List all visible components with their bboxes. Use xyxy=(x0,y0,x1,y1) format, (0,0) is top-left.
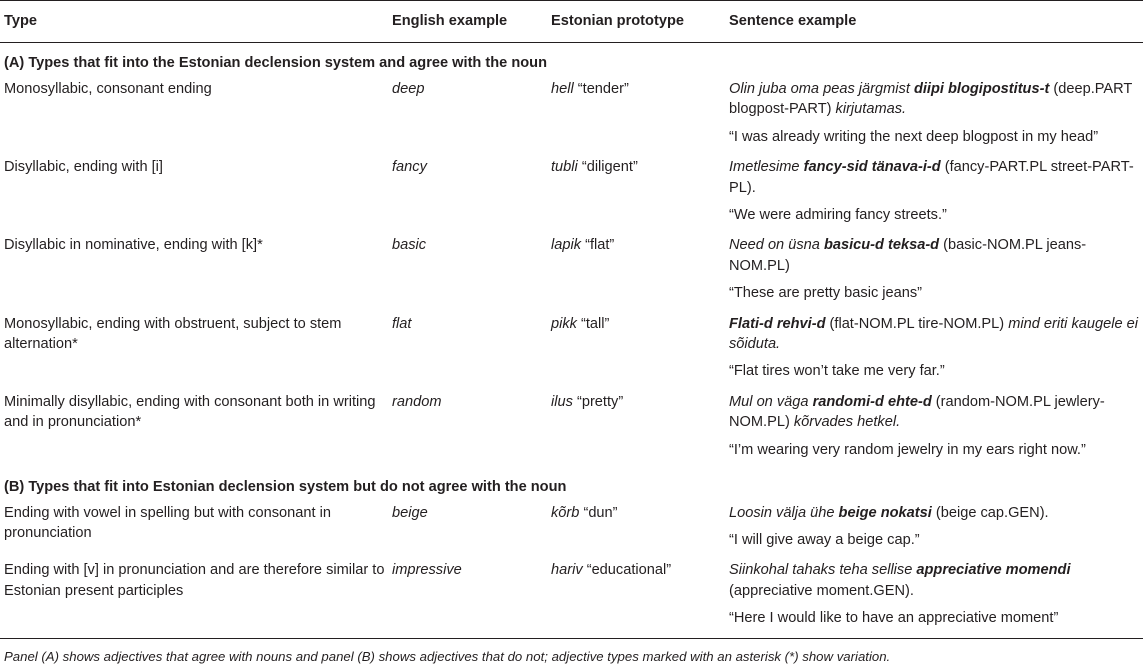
estonian-word: hell xyxy=(551,80,574,97)
estonian-word: ilus xyxy=(551,393,573,410)
english-example-cell: flat xyxy=(392,315,412,332)
english-example-cell: fancy xyxy=(392,159,427,176)
sentence-example xyxy=(729,79,1143,120)
estonian-word: pikk xyxy=(551,315,577,332)
table-row xyxy=(0,311,1143,389)
sentence-translation: “I was already writing the next deep blogpost in my head” xyxy=(729,128,1099,145)
sentence-segment: (flat-NOM.PL tire-NOM.PL) xyxy=(825,315,1009,332)
sentence-translation: “Here I would like to have an appreciative moment” xyxy=(729,610,1059,627)
type-cell: Ending with [v] in pronunciation and are therefore similar to Estonian present participles xyxy=(0,557,388,638)
estonian-word: lapik xyxy=(551,237,582,254)
sentence-segment: (appreciative moment.GEN). xyxy=(729,582,914,599)
sentence-segment: appreciative momendi xyxy=(916,562,1071,579)
sentence-translation: “These are pretty basic jeans” xyxy=(729,285,923,302)
estonian-gloss: “dun” xyxy=(583,504,618,521)
estonian-gloss: “educational” xyxy=(586,562,672,579)
table-footnote: Panel (A) shows adjectives that agree with nouns and panel (B) shows adjectives that do not; adjective types marked with an asterisk (*) show variation. xyxy=(4,648,891,664)
table-row xyxy=(0,557,1143,638)
sentence-segment: beige nokatsi xyxy=(838,504,932,521)
english-example-cell: deep xyxy=(392,80,425,97)
estonian-word: hariv xyxy=(551,562,583,579)
sentence-segment: Olin juba oma peas järgmist xyxy=(729,80,914,97)
sentence-cell xyxy=(725,76,1143,154)
table-row xyxy=(0,232,1143,310)
sentence-segment: Need on üsna xyxy=(729,237,824,254)
sentence-segment: randomi-d ehte-d xyxy=(812,393,932,410)
sentence-segment: (fancy-PART.PL street-PART-PL). xyxy=(729,159,1134,196)
header-row xyxy=(0,1,1143,43)
sentence-segment: kirjutamas. xyxy=(835,101,907,118)
sentence-segment: diipi blogipostitus-t xyxy=(913,80,1050,97)
sentence-segment: kõrvades hetkel. xyxy=(793,414,901,431)
estonian-prototype-cell xyxy=(547,311,725,389)
estonian-prototype-cell xyxy=(547,76,725,154)
sentence-translation: “Flat tires won’t take me very far.” xyxy=(729,363,945,380)
estonian-word: kõrb xyxy=(551,504,580,521)
sentence-example xyxy=(729,560,1143,601)
header-english-example: English example xyxy=(388,1,547,43)
sentence-segment: (basic-NOM.PL jeans-NOM.PL) xyxy=(729,237,1087,274)
sentence-segment: Flati-d rehvi-d xyxy=(729,315,826,332)
sentence-segment: Imetlesime xyxy=(729,159,804,176)
sentence-example xyxy=(729,503,1143,523)
english-example-cell: impressive xyxy=(388,557,547,638)
type-cell: Minimally disyllabic, ending with consonant both in writing and in pronunciation* xyxy=(4,393,376,431)
sentence-translation: “I will give away a beige cap.” xyxy=(729,532,920,549)
type-cell: Disyllabic, ending with [i] xyxy=(4,159,163,176)
section-row xyxy=(0,467,1143,499)
sentence-cell xyxy=(725,311,1143,389)
sentence-segment: (deep.PART blogpost-PART) xyxy=(729,80,1133,118)
english-example-cell: beige xyxy=(392,504,428,521)
estonian-prototype-cell xyxy=(547,389,725,467)
sentence-segment: Mul on väga xyxy=(729,393,813,410)
estonian-gloss: “pretty” xyxy=(576,393,624,410)
table-row xyxy=(0,154,1143,232)
estonian-gloss: “flat” xyxy=(585,237,615,254)
header-sentence-example: Sentence example xyxy=(725,1,1143,43)
table-body xyxy=(0,43,1143,638)
type-cell: Monosyllabic, ending with obstruent, subject to stem alternation* xyxy=(4,315,342,353)
sentence-cell xyxy=(725,557,1143,638)
table-row xyxy=(0,389,1143,467)
estonian-word: tubli xyxy=(551,159,578,176)
english-example-cell: random xyxy=(392,393,442,410)
sentence-segment: Siinkohal tahaks teha sellise xyxy=(729,562,917,579)
table-row xyxy=(0,76,1143,154)
sentence-segment: mind eriti kaugele ei sõiduta. xyxy=(729,315,1138,353)
table-row xyxy=(0,500,1143,558)
english-example-cell: basic xyxy=(392,237,427,254)
header-estonian-prototype: Estonian prototype xyxy=(547,1,725,43)
type-cell: Ending with vowel in spelling but with consonant in pronunciation xyxy=(4,504,331,542)
sentence-cell xyxy=(725,154,1143,232)
sentence-cell xyxy=(725,232,1143,310)
sentence-segment: basicu-d teksa-d xyxy=(823,237,940,254)
sentence-segment: Loosin välja ühe xyxy=(729,504,839,521)
estonian-prototype-cell xyxy=(547,557,725,638)
sentence-translation: “I’m wearing very random jewelry in my ears right now.” xyxy=(729,441,1086,458)
sentence-cell xyxy=(725,389,1143,467)
sentence-segment: (beige cap.GEN). xyxy=(931,504,1049,521)
type-cell: Monosyllabic, consonant ending xyxy=(4,80,212,97)
estonian-gloss: “tall” xyxy=(581,315,610,332)
section-row xyxy=(0,43,1143,76)
type-cell: Disyllabic in nominative, ending with [k]* xyxy=(4,237,263,254)
sentence-segment: (random-NOM.PL jewlery-NOM.PL) xyxy=(729,393,1105,431)
section-title: (B) Types that fit into Estonian declension system but do not agree with the noun xyxy=(4,479,567,496)
sentence-example xyxy=(729,314,1143,355)
header-type: Type xyxy=(0,1,388,43)
section-title: (A) Types that fit into the Estonian declension system and agree with the noun xyxy=(4,55,547,72)
sentence-translation: “We were admiring fancy streets.” xyxy=(729,206,947,223)
sentence-example xyxy=(729,235,1143,276)
estonian-gloss: “tender” xyxy=(577,80,629,97)
estonian-prototype-cell xyxy=(547,154,725,232)
sentence-segment: fancy-sid tänava-i-d xyxy=(803,159,941,176)
sentence-cell xyxy=(725,500,1143,558)
sentence-example xyxy=(729,157,1143,198)
estonian-prototype-cell xyxy=(547,500,725,558)
estonian-gloss: “diligent” xyxy=(581,159,638,176)
estonian-prototype-cell xyxy=(547,232,725,310)
sentence-example xyxy=(729,392,1143,433)
